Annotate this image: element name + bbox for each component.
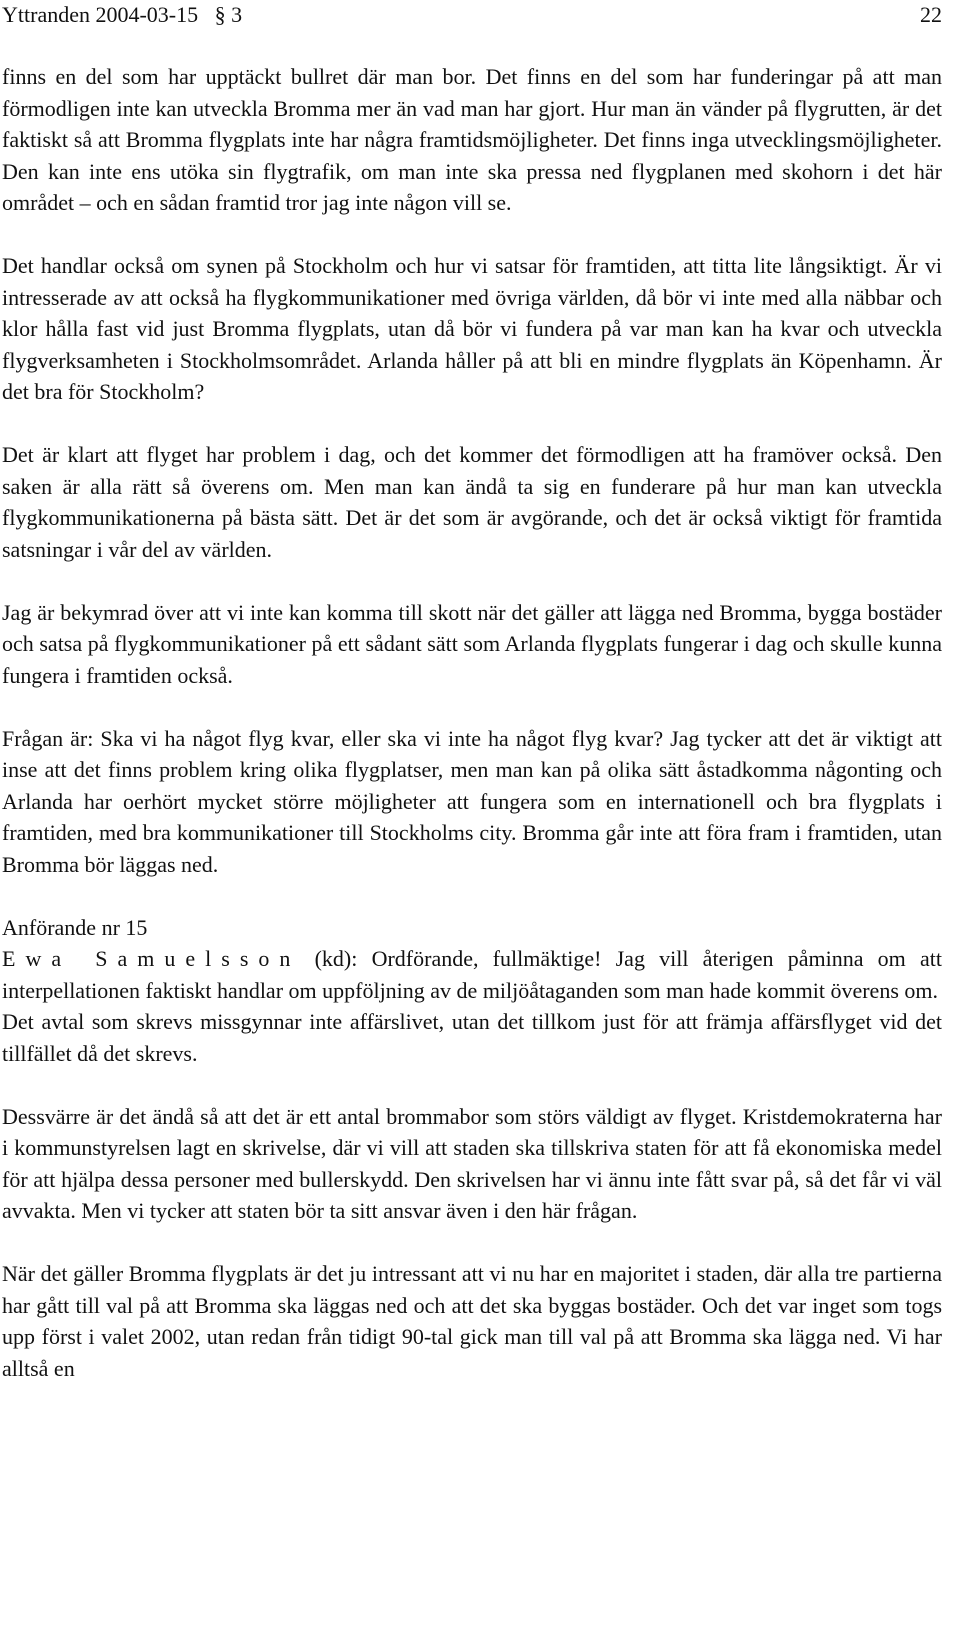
page-header [2, 0, 942, 30]
speaker-name: Ewa Samuelsson [2, 946, 301, 971]
speech-opening [2, 943, 942, 1006]
speech-heading: Anförande nr 15 [2, 914, 148, 940]
header-title: Yttranden 2004-03-15 § 3 [2, 2, 243, 27]
paragraph: Det avtal som skrevs missgynnar inte affärslivet, utan det tillkom just för att främja affärsflyget vid det tillfället då det skrevs. [2, 1009, 942, 1066]
paragraph: När det gäller Bromma flygplats är det ju intressant att vi nu har en majoritet i staden, där alla tre partierna har gått till val på att Bromma ska läggas ned och att det ska byggas bostäder. Och det var inget som togs upp först i valet 2002, utan redan från tidigt 90-tal gick man till val på att Bromma ska lägga ned. Vi har alltså en [2, 1261, 942, 1381]
paragraph: finns en del som har upptäckt bullret där man bor. Det finns en del som har funderingar på att man förmodligen inte kan utveckla Bromma mer än vad man har gjort. Hur man än vänder på flygrutten, är det faktiskt så att Bromma flygplats inte har några framtidsmöjligheter. Det finns inga utvecklingsmöjligheter. Den kan inte ens utöka sin flygtrafik, om man inte ska pressa ned flygplanen med skohorn i det här området – och en sådan framtid tror jag inte någon vill se. [2, 64, 942, 215]
paragraph: Det är klart att flyget har problem i dag, och det kommer det förmodligen att ha framöver också. Den saken är alla rätt så överens om. Men man kan ändå ta sig en funderare på hur man kan utveckla flygkommunikationerna på bästa sätt. Det är det som är avgörande, och det är också viktigt för framtida satsningar i vår del av världen. [2, 442, 942, 562]
paragraph: Dessvärre är det ändå så att det är ett antal brommabor som störs väldigt av flyget. Kristdemokraterna har i kommunstyrelsen lagt en skrivelse, där vi vill att staden ska tillskriva staten för att få ekonomiska medel för att hjälpa dessa personer med bullerskydd. Den skrivelsen har vi ännu inte fått svar på, så det får vi väl avvakta. Men vi tycker att staten bör ta sitt ansvar även i den här frågan. [2, 1103, 942, 1223]
document-body [2, 61, 942, 1416]
page-number: 22 [920, 2, 942, 27]
paragraph: Jag är bekymrad över att vi inte kan komma till skott när det gäller att lägga ned Bromma, bygga bostäder och satsa på flygkommunikationer på ett sådant sätt som Arlanda flygplats fungerar i dag och skulle kunna fungera i framtiden också. [2, 599, 942, 688]
paragraph: Det handlar också om synen på Stockholm och hur vi satsar för framtiden, att titta lite långsiktigt. Är vi intresserade av att också ha flygkommunikationer med övriga världen, då bör vi inte med alla näbbar och klor hålla fast vid just Bromma flygplats, utan då bör vi fundera på var man kan ha kvar och utveckla flygverksamheten i Stockholmsområdet. Arlanda håller på att bli en mindre flygplats än Köpenhamn. Är det bra för Stockholm? [2, 253, 942, 404]
speech-opening-text: (kd): Ordförande, fullmäktige! Jag vill återigen påminna om att interpellationen faktiskt handlar om uppföljning av de miljöåtaganden som man hade kommit överens om. [2, 946, 942, 1003]
paragraph: Frågan är: Ska vi ha något flyg kvar, eller ska vi inte ha något flyg kvar? Jag tycker att det är viktigt att inse att det finns problem kring olika flygplatser, men man kan på olika sätt åstadkomma någonting och Arlanda har oerhört mycket större möjligheter att fungera som en internationell och bra flygplats i framtiden, med bra kommunikationer till Stockholms city. Bromma går inte att föra fram i framtiden, utan Bromma bör läggas ned. [2, 725, 942, 877]
